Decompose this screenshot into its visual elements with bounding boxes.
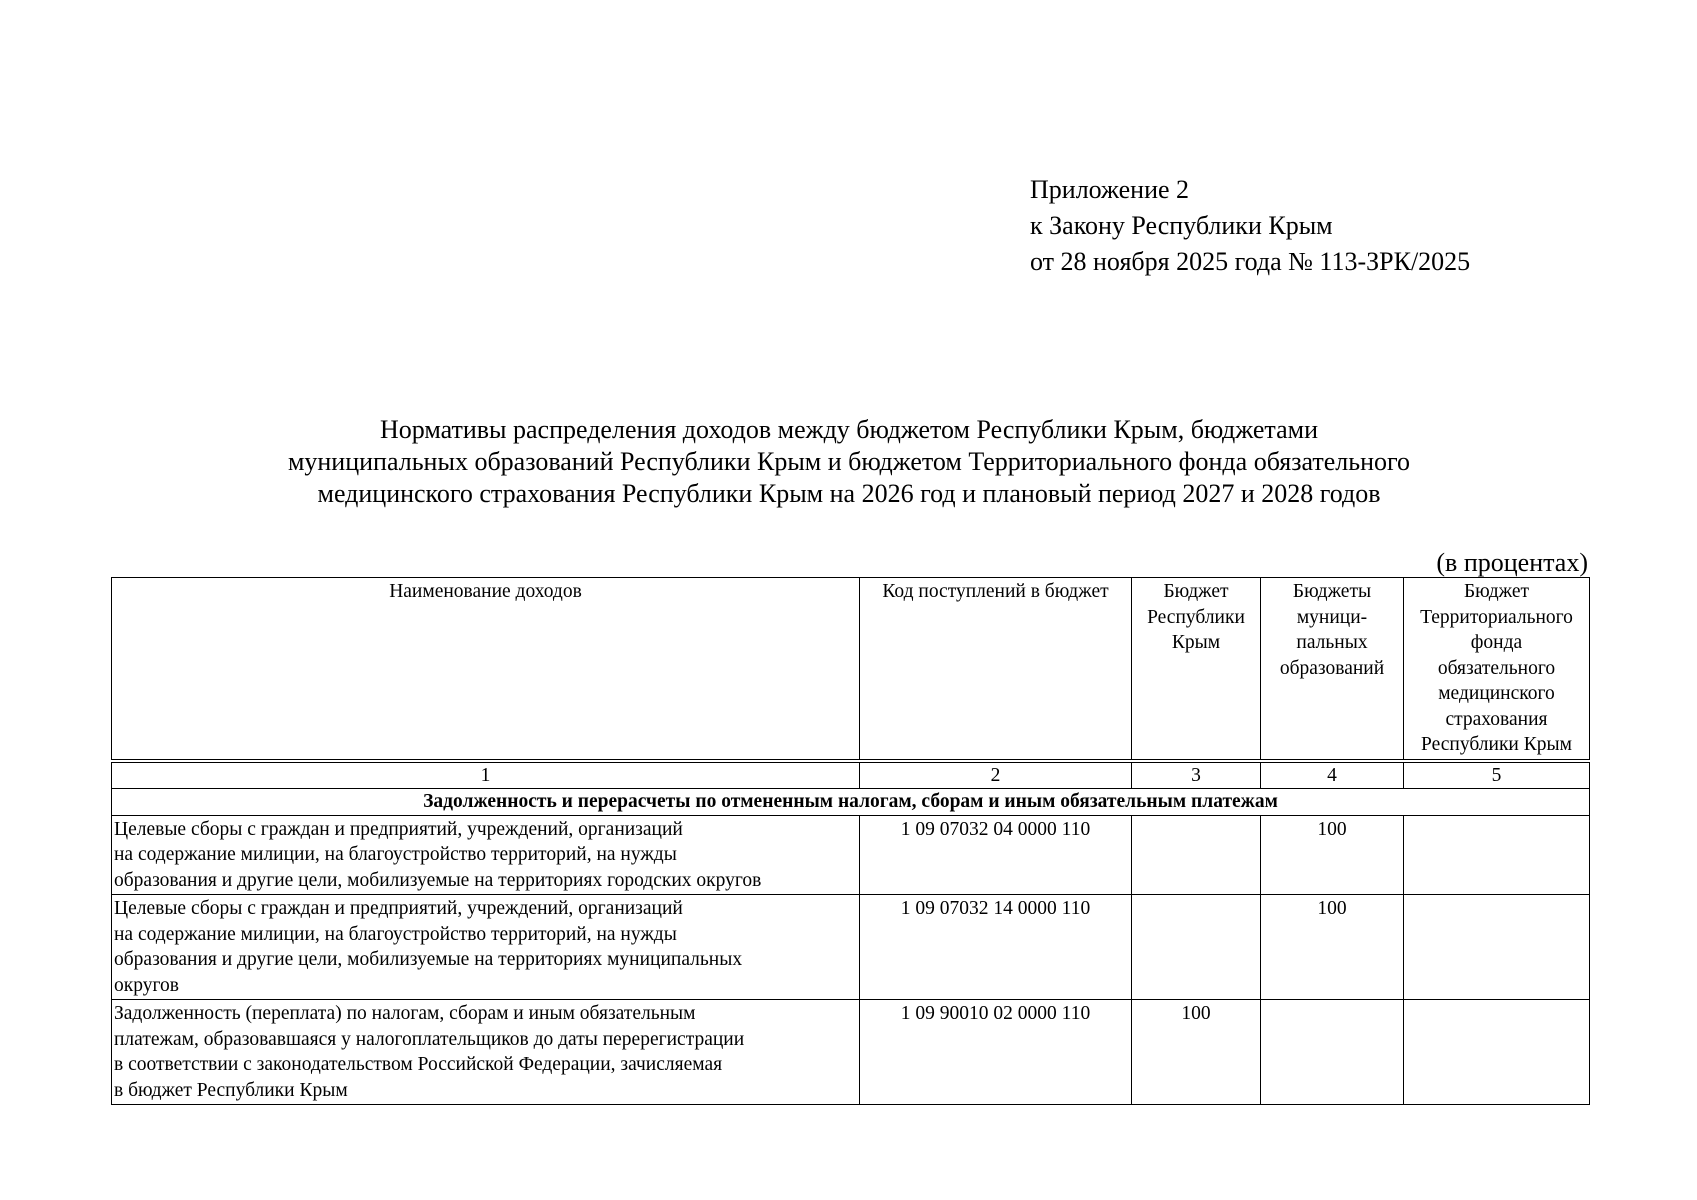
header-mun-line: муници-: [1296, 606, 1368, 628]
section-row: [112, 789, 1590, 816]
column-number: 2: [860, 762, 1132, 789]
revenue-code: 1 09 07032 14 0000 110: [860, 895, 1132, 1000]
appendix-title: Приложение 2: [1030, 175, 1190, 204]
column-number: 4: [1261, 762, 1404, 789]
tfoms-percent: [1404, 815, 1590, 895]
municipal-percent: [1261, 1000, 1404, 1105]
units-note: (в процентах): [1436, 548, 1588, 577]
municipal-percent: 100: [1261, 815, 1404, 895]
revenue-name-line: в бюджет Республики Крым: [114, 1079, 348, 1101]
rk-percent: [1132, 815, 1261, 895]
title-line-2: муниципальных образований Республики Крым и бюджетом Территориального фонда обязательного: [287, 447, 1411, 476]
header-tfoms-line: Бюджет: [1463, 581, 1530, 602]
header-tfoms-line: страхования: [1445, 708, 1548, 730]
tfoms-percent: [1404, 895, 1590, 1000]
header-rk-line: Бюджет: [1163, 581, 1229, 602]
header-rk-line: Крым: [1171, 632, 1221, 653]
header-mun-line: Бюджеты: [1292, 581, 1372, 602]
revenue-distribution-table: [111, 577, 1590, 1105]
revenue-code: 1 09 07032 04 0000 110: [860, 815, 1132, 895]
column-number: 1: [112, 762, 860, 789]
document-title: [150, 414, 1548, 510]
revenue-name: [112, 1000, 860, 1105]
revenue-name-line: образования и другие цели, мобилизуемые на территориях муниципальных: [114, 949, 743, 970]
revenue-code: 1 09 90010 02 0000 110: [860, 1000, 1132, 1105]
revenue-name-line: округов: [114, 974, 179, 996]
header-tfoms-line: фонда: [1470, 632, 1523, 653]
appendix-block: [1030, 172, 1470, 280]
header-tfoms-line: Территориального: [1420, 606, 1573, 628]
revenue-name-line: Целевые сборы с граждан и предприятий, учреждений, организаций: [114, 818, 683, 840]
header-mun-line: пальных: [1296, 632, 1368, 653]
table-row: [112, 815, 1590, 895]
appendix-law: к Закону Республики Крым: [1030, 211, 1333, 240]
revenue-name-line: образования и другие цели, мобилизуемые на территориях городских округов: [114, 869, 762, 891]
column-number: 5: [1404, 762, 1590, 789]
appendix-date: от 28 ноября 2025 года № 113-ЗРК/2025: [1030, 247, 1471, 276]
section-title: Задолженность и перерасчеты по отмененным налогам, сборам и иным обязательным платежам: [112, 789, 1590, 816]
revenue-name-line: на содержание милиции, на благоустройство территорий, на нужды: [114, 923, 677, 945]
title-line-3: медицинского страхования Республики Крым на 2026 год и плановый период 2027 и 2028 годов: [317, 479, 1381, 508]
title-line-1: Нормативы распределения доходов между бюджетом Республики Крым, бюджетами: [379, 415, 1319, 444]
table-row: [112, 895, 1590, 1000]
header-tfoms-budget: [1404, 578, 1590, 760]
column-number-row: [112, 762, 1590, 789]
revenue-name: [112, 815, 860, 895]
header-rk-line: Республики: [1147, 606, 1245, 628]
revenue-name: [112, 895, 860, 1000]
tfoms-percent: [1404, 1000, 1590, 1105]
header-tfoms-line: обязательного: [1437, 657, 1556, 679]
revenue-name-line: Задолженность (переплата) по налогам, сборам и иным обязательным: [114, 1003, 696, 1024]
header-code: Код поступлений в бюджет: [860, 578, 1132, 760]
header-name: Наименование доходов: [112, 578, 860, 760]
revenue-name-line: в соответствии с законодательством Российской Федерации, зачисляемая: [114, 1054, 723, 1075]
rk-percent: [1132, 895, 1261, 1000]
revenue-name-line: платежам, образовавшаяся у налогоплательщиков до даты перерегистрации: [114, 1028, 745, 1050]
header-tfoms-line: Республики Крым: [1421, 734, 1572, 755]
municipal-percent: 100: [1261, 895, 1404, 1000]
table-header-row: [112, 578, 1590, 760]
column-number: 3: [1132, 762, 1261, 789]
rk-percent: 100: [1132, 1000, 1261, 1105]
header-tfoms-line: медицинского: [1438, 683, 1555, 704]
revenue-name-line: на содержание милиции, на благоустройство территорий, на нужды: [114, 844, 677, 865]
header-mun-line: образований: [1279, 657, 1385, 679]
revenue-name-line: Целевые сборы с граждан и предприятий, учреждений, организаций: [114, 898, 683, 919]
header-rk-budget: [1132, 578, 1261, 760]
header-municipal-budgets: [1261, 578, 1404, 760]
table-row: [112, 1000, 1590, 1105]
